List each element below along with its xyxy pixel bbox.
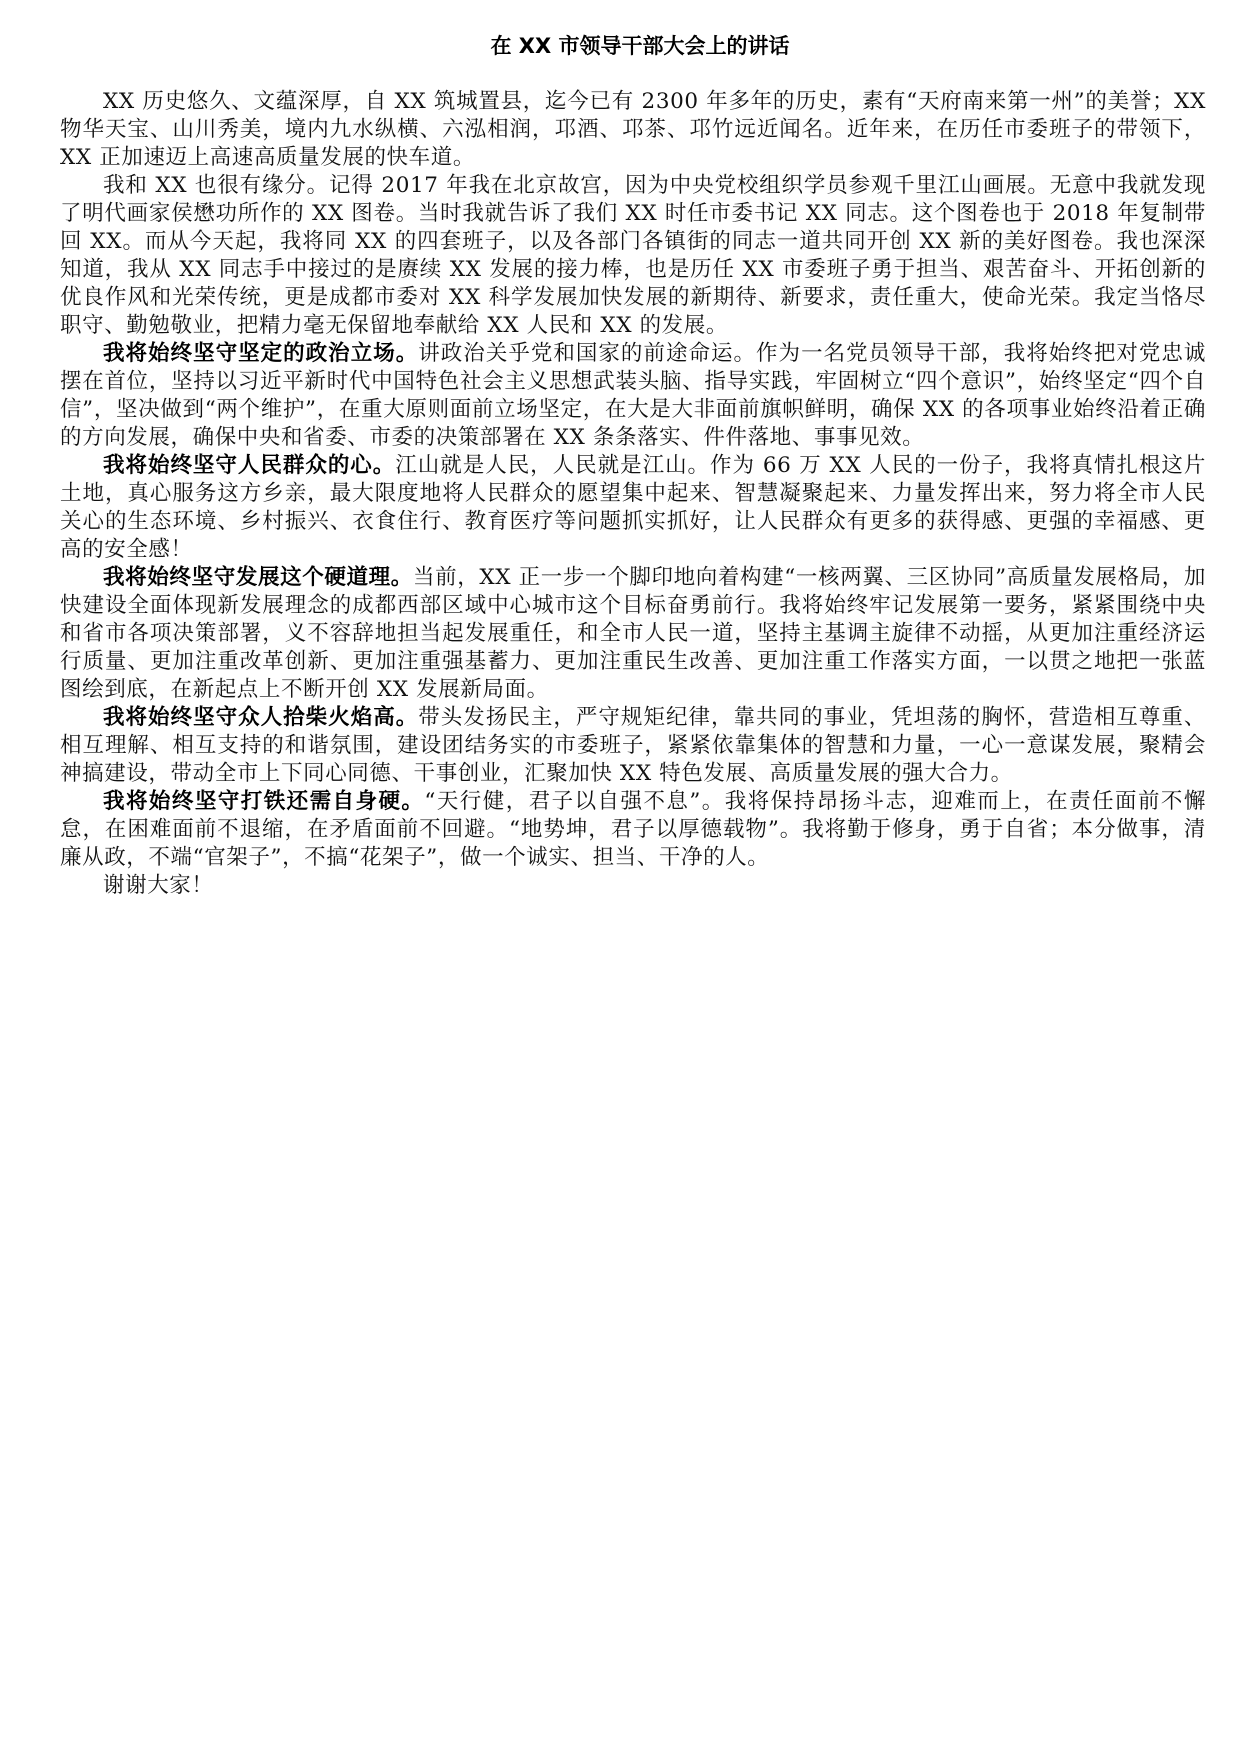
document-page: [60, 30, 1206, 900]
paragraph-text: 带头发扬民主，严守规矩纪律，靠共同的事业，凭坦荡的胸怀，营造相互尊重、相互理解、相互支持的和谐氛围，建设团结务实的市委班子，紧紧依靠集体的智慧和力量，一心一意谋发展，聚精会神搞建设，带动全市上下同心同德、干事创业，汇聚加快 XX 特色发展、高质量发展的强大合力。: [60, 705, 1206, 786]
paragraph-text: “天行健，君子以自强不息”。我将保持昂扬斗志，迎难而上，在责任面前不懈怠，在困难面前不退缩，在矛盾面前不回避。“地势坤，君子以厚德载物”。我将勤于修身，勇于自省；本分做事，清廉从政，不端“官架子”，不搞“花架子”，做一个诚实、担当、干净的人。: [60, 789, 1206, 870]
paragraph-text: 讲政治关乎党和国家的前途命运。作为一名党员领导干部，我将始终把对党忠诚摆在首位，坚持以习近平新时代中国特色社会主义思想武装头脑、指导实践，牢固树立“四个意识”，始终坚定“四个自信”，坚决做到“两个维护”，在重大原则面前立场坚定，在大是大非面前旗帜鲜明，确保 XX 的各项事业始终沿着正确的方向发展，确保中央和省委、市委的决策部署在 XX 条条落实、件件落地、事事见效。: [60, 341, 1206, 450]
document-title: 在 XX 市领导干部大会上的讲话: [490, 34, 790, 58]
paragraph-text: XX 历史悠久、文蕴深厚，自 XX 筑城置县，迄今已有 2300 年多年的历史，素有“天府南来第一州”的美誉；XX 物华天宝、山川秀美，境内九水纵横、六泓相润，邛酒、邛茶、邛竹远近闻名。近年来，在历任市委班子的带领下，XX 正加速迈上高速高质量发展的快车道。: [60, 89, 1206, 170]
paragraph-political-stance: [60, 340, 1206, 452]
paragraph-lead: 我将始终坚守众人拾柴火焰高。: [103, 705, 419, 730]
paragraph-text: 谢谢大家！: [103, 873, 214, 898]
paragraph-lead: 我将始终坚守人民群众的心。: [103, 453, 396, 478]
paragraph-text: 当前，XX 正一步一个脚印地向着构建“一核两翼、三区协同”高质量发展格局，加快建设全面体现新发展理念的成都西部区域中心城市这个目标奋勇前行。我将始终牢记发展第一要务，紧紧围绕中央和省市各项决策部署，义不容辞地担当起发展重任，和全市人民一道，坚持主基调主旋律不动摇，从更加注重经济运行质量、更加注重改革创新、更加注重强基蓄力、更加注重民生改善、更加注重工作落实方面，一以贯之地把一张蓝图绘到底，在新起点上不断开创 XX 发展新局面。: [60, 565, 1206, 702]
paragraph-lead: 我将始终坚守打铁还需自身硬。: [103, 789, 425, 814]
paragraph-intro: [60, 88, 1206, 172]
paragraph-closing: [60, 872, 1206, 900]
paragraph-development: [60, 564, 1206, 704]
paragraph-connection: [60, 172, 1206, 340]
paragraph-lead: 我将始终坚守坚定的政治立场。: [103, 341, 419, 366]
paragraph-text: 我和 XX 也很有缘分。记得 2017 年我在北京故宫，因为中央党校组织学员参观千里江山画展。无意中我就发现了明代画家侯懋功所作的 XX 图卷。当时我就告诉了我们 XX 时任市委书记 XX 同志。这个图卷也于 2018 年复制带回 XX。而从今天起，我将同 XX 的四套班子，以及各部门各镇街的同志一道共同开创 XX 新的美好图卷。我也深深知道，我从 XX 同志手中接过的是赓续 XX 发展的接力棒，也是历任 XX 市委班子勇于担当、艰苦奋斗、开拓创新的优良作风和光荣传统，更是成都市委对 XX 科学发展加快发展的新期待、新要求，责任重大，使命光荣。我定当恪尽职守、勤勉敬业，把精力毫无保留地奉献给 XX 人民和 XX 的发展。: [60, 173, 1206, 338]
paragraph-people: [60, 452, 1206, 564]
paragraph-unity: [60, 704, 1206, 788]
paragraph-text: 江山就是人民，人民就是江山。作为 66 万 XX 人民的一份子，我将真情扎根这片土地，真心服务这方乡亲，最大限度地将人民群众的愿望集中起来、智慧凝聚起来、力量发挥出来，努力将全市人民关心的生态环境、乡村振兴、衣食住行、教育医疗等问题抓实抓好，让人民群众有更多的获得感、更强的幸福感、更高的安全感！: [60, 453, 1206, 562]
paragraph-self-discipline: [60, 788, 1206, 872]
paragraph-lead: 我将始终坚守发展这个硬道理。: [103, 565, 413, 590]
